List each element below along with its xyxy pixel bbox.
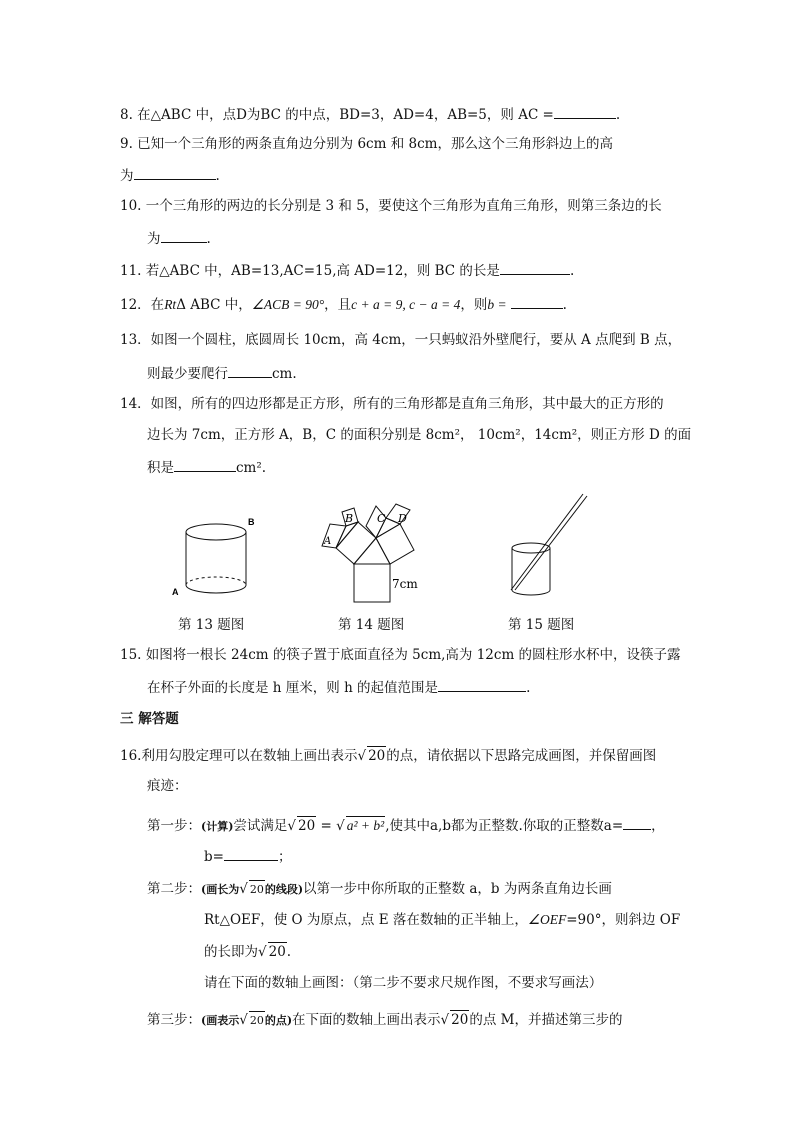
section-heading: 三 解答题 <box>120 711 179 727</box>
step-1 <box>147 815 665 836</box>
right-square <box>376 524 414 564</box>
answer-blank[interactable] <box>554 104 616 119</box>
answer-blank[interactable] <box>438 677 526 692</box>
q13-prefix: 则最少要爬行 <box>147 366 228 382</box>
step3-text-b: 的点 M，并描述第三步的 <box>469 1012 623 1028</box>
sqrt-radicand: 20 <box>451 1012 469 1028</box>
cylinder-top <box>186 524 246 540</box>
question-9: 9. 已知一个三角形的两条直角边分别为 6cm 和 8cm，那么这个三角形斜边上的高 <box>120 136 613 152</box>
caption-14: 第 14 题图 <box>338 617 405 633</box>
step2-text-c: =90°，则斜边 OF <box>566 912 681 928</box>
caption-13: 第 13 题图 <box>178 617 245 633</box>
cup-bottom <box>512 590 550 595</box>
question-14-line3 <box>147 457 266 477</box>
q15-prefix: 在杯子外面的长度是 h 厘米，则 h 的起值范围是 <box>147 680 439 696</box>
figure-13-cylinder <box>170 515 270 605</box>
cylinder-bottom-front <box>186 585 246 593</box>
q9-prefix: 为 <box>120 168 134 184</box>
step1-text-a: 尝试满足 <box>233 818 288 834</box>
sqrt-sign: √ <box>336 818 345 834</box>
q11-text: 11. 若△ABC 中，AB=13,AC=15,高 AD=12，则 BC 的长是 <box>120 263 500 279</box>
answer-blank[interactable] <box>511 294 563 309</box>
label-7cm: 7cm <box>392 577 418 591</box>
step2-text-d: 的长即为 <box>204 944 258 960</box>
sqrt-radicand: 20 <box>268 944 286 960</box>
sqrt-sign: √ <box>357 748 367 764</box>
q10-end: . <box>206 231 211 247</box>
q12-mid: ，且 <box>324 297 352 313</box>
step2-end: . <box>286 944 292 960</box>
cylinder-label-a: A <box>172 587 179 597</box>
q12-angle: ∠ACB = 90° <box>251 297 325 312</box>
step2-text-a: 以第一步中你所取的正整数 a，b 为两条直角边长画 <box>303 881 612 897</box>
question-14: 14．如图，所有的四边形都是正方形，所有的三角形都是直角三角形，其中最大的正方形的 <box>120 396 664 412</box>
question-10: 10. 一个三角形的两边的长分别是 3 和 5，要使这个三角形为直角三角形，则第三条边的长 <box>120 198 662 214</box>
q12-end: . <box>562 297 567 313</box>
sqrt-radicand: 20 <box>249 880 265 899</box>
sqrt-radicand: 20 <box>368 748 386 764</box>
sqrt-sign: √ <box>239 881 248 897</box>
figure-15-cup <box>505 492 595 602</box>
q12-prefix: 12．在 <box>120 297 165 313</box>
q11-end: . <box>569 263 575 279</box>
q12-b: b = <box>487 297 507 312</box>
question-14-line2: 边长为 7cm，正方形 A，B，C 的面积分别是 8cm²， 10cm²，14cm²，则正方形 D 的面 <box>147 427 692 443</box>
label-b: B <box>345 512 354 525</box>
step2-tag2: 的线段) <box>264 883 304 896</box>
question-15-line2 <box>147 677 530 697</box>
question-15: 15. 如图将一根长 24cm 的筷子置于底面直径为 5cm,高为 12cm 的圆柱形水杯中，设筷子露 <box>120 647 681 663</box>
question-16-line2: 痕迹： <box>147 778 188 794</box>
step-2-line3 <box>204 942 291 961</box>
step1-rhs: a² + b² <box>346 818 385 833</box>
q12-tri: Δ ABC 中， <box>176 297 252 313</box>
answer-blank-a[interactable] <box>623 815 651 830</box>
question-13: 13．如图一个圆柱，底圆周长 10cm，高 4cm，一只蚂蚁沿外壁爬行，要从 A 点爬到 B 点， <box>120 332 682 348</box>
step1-label: 第一步： <box>147 818 201 834</box>
cylinder-label-b: B <box>248 517 255 527</box>
q10-prefix: 为 <box>147 231 161 247</box>
q14-prefix: 积是 <box>147 460 174 476</box>
q12-rt: Rt <box>164 297 177 312</box>
caption-15: 第 15 题图 <box>508 617 575 633</box>
question-9-line2 <box>120 165 220 185</box>
left-square <box>336 522 376 564</box>
q8-end: . <box>615 107 621 123</box>
step2-angle: ∠OEF <box>527 912 567 927</box>
q12-equation: c + a = 9, c − a = 4 <box>351 297 461 312</box>
question-13-line2 <box>147 363 297 383</box>
step-2-line2 <box>204 911 680 929</box>
question-16 <box>120 746 656 765</box>
answer-blank[interactable] <box>174 457 236 472</box>
q8-text: 8. 在△ABC 中，点D为BC 的中点，BD=3，AD=4，AB=5，则 AC = <box>120 107 554 123</box>
q12-mid2: ，则 <box>460 297 488 313</box>
step2-label: 第二步： <box>147 881 201 897</box>
question-8 <box>120 104 620 124</box>
question-11 <box>120 260 574 280</box>
step1-b-label: b= <box>204 849 224 865</box>
answer-blank[interactable] <box>134 165 216 180</box>
question-10-line2 <box>147 228 211 248</box>
answer-blank-b[interactable] <box>224 846 278 861</box>
step1-tag: (计算) <box>201 820 234 833</box>
sqrt-radicand: 20 <box>298 818 316 834</box>
step2-tag: (画长为 <box>201 883 240 896</box>
step2-text-b: Rt△OEF，使 O 为原点，点 E 落在数轴的正半轴上， <box>204 912 528 928</box>
sqrt-sign: √ <box>258 944 267 960</box>
step1-b-end: ； <box>277 849 292 865</box>
main-triangle <box>354 538 390 564</box>
step-2 <box>147 880 612 899</box>
step1-text-b: ,使其中a,b都为正整数.你取的正整数a= <box>385 818 624 834</box>
step3-label: 第三步： <box>147 1012 201 1028</box>
label-d: D <box>398 512 407 525</box>
step1-eq: = <box>320 818 332 834</box>
step3-tag2: 的点) <box>264 1014 293 1027</box>
cup-top <box>512 543 550 553</box>
chopstick-edge-1 <box>511 494 583 590</box>
q15-end: . <box>526 680 531 696</box>
sqrt-sign: √ <box>287 818 297 834</box>
answer-blank[interactable] <box>228 363 272 378</box>
sqrt-radicand: 20 <box>249 1011 265 1030</box>
question-12 <box>120 294 567 314</box>
step1-end: ， <box>651 818 665 834</box>
q16-text-a: 16.利用勾股定理可以在数轴上画出表示 <box>120 748 358 764</box>
sqrt-sign: √ <box>440 1012 450 1028</box>
step-1-line2 <box>204 846 291 866</box>
answer-blank[interactable] <box>161 228 207 243</box>
q9-end: . <box>215 168 220 184</box>
answer-blank[interactable] <box>500 260 570 275</box>
big-square <box>354 564 390 602</box>
step-3 <box>147 1010 622 1030</box>
q16-text-b: 的点，请依据以下思路完成画图，并保留画图 <box>386 748 657 764</box>
step-2-note: 请在下面的数轴上画图：（第二步不要求尺规作图，不要求写画法） <box>204 975 603 991</box>
q13-unit: cm. <box>272 366 297 382</box>
sqrt-sign: √ <box>239 1012 248 1028</box>
step3-tag: (画表示 <box>201 1014 240 1027</box>
cylinder-bottom-back <box>186 577 246 585</box>
q14-unit: cm². <box>236 460 267 476</box>
step3-text-a: 在下面的数轴上画出表示 <box>292 1012 441 1028</box>
label-c: C <box>377 512 386 525</box>
figure-14-squares <box>318 500 428 610</box>
label-a: A <box>324 536 332 547</box>
